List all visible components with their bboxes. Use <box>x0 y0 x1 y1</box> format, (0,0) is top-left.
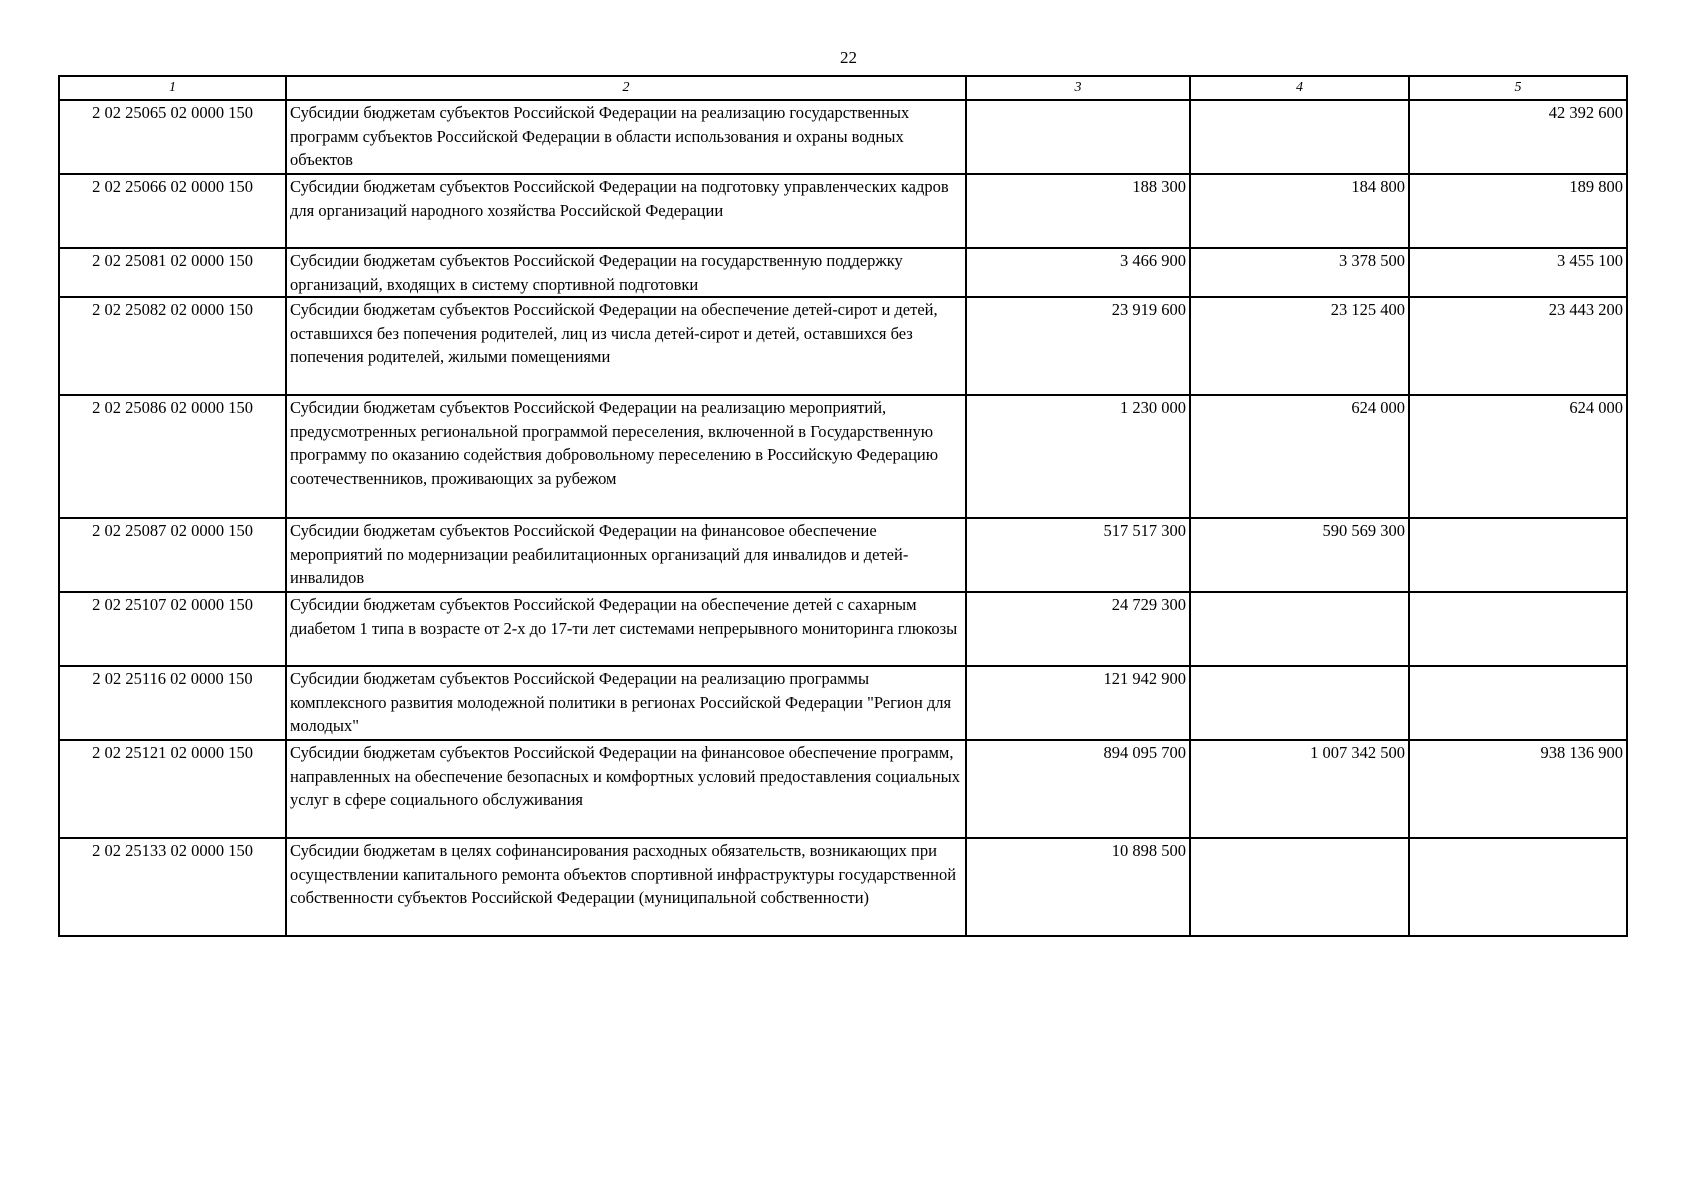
amount-col5-cell <box>1409 666 1627 740</box>
amount-col3-cell: 121 942 900 <box>966 666 1190 740</box>
amount-col3-cell: 894 095 700 <box>966 740 1190 838</box>
amount-col3-cell: 1 230 000 <box>966 395 1190 518</box>
amount-col4-cell <box>1190 592 1409 666</box>
amount-col5-cell <box>1409 838 1627 936</box>
column-header: 2 <box>286 76 966 100</box>
amount-col3-cell: 24 729 300 <box>966 592 1190 666</box>
amount-col3-cell: 23 919 600 <box>966 297 1190 395</box>
amount-col4-cell <box>1190 666 1409 740</box>
amount-col4-cell: 1 007 342 500 <box>1190 740 1409 838</box>
amount-col3-cell: 3 466 900 <box>966 248 1190 297</box>
table-row <box>59 666 1627 740</box>
budget-code-cell: 2 02 25107 02 0000 150 <box>59 592 286 666</box>
description-cell: Субсидии бюджетам субъектов Российской Федерации на финансовое обеспечение мероприятий по модернизации реабилитационных организаций для инвалидов и детей-инвалидов <box>286 518 966 592</box>
column-header: 5 <box>1409 76 1627 100</box>
amount-col4-cell: 23 125 400 <box>1190 297 1409 395</box>
amount-col5-cell: 3 455 100 <box>1409 248 1627 297</box>
budget-code-cell: 2 02 25065 02 0000 150 <box>59 100 286 174</box>
amount-col3-cell: 188 300 <box>966 174 1190 248</box>
budget-code-cell: 2 02 25133 02 0000 150 <box>59 838 286 936</box>
table-row <box>59 248 1627 297</box>
table-row <box>59 174 1627 248</box>
table-row <box>59 100 1627 174</box>
amount-col5-cell: 42 392 600 <box>1409 100 1627 174</box>
amount-col5-cell <box>1409 592 1627 666</box>
budget-table <box>58 75 1628 937</box>
table-row <box>59 297 1627 395</box>
column-header: 1 <box>59 76 286 100</box>
table-row <box>59 592 1627 666</box>
amount-col5-cell <box>1409 518 1627 592</box>
column-header: 4 <box>1190 76 1409 100</box>
amount-col3-cell <box>966 100 1190 174</box>
amount-col5-cell: 23 443 200 <box>1409 297 1627 395</box>
amount-col4-cell: 3 378 500 <box>1190 248 1409 297</box>
amount-col5-cell: 938 136 900 <box>1409 740 1627 838</box>
table-row <box>59 395 1627 518</box>
amount-col4-cell: 184 800 <box>1190 174 1409 248</box>
description-cell: Субсидии бюджетам в целях софинансирования расходных обязательств, возникающих при осуществлении капитального ремонта объектов спортивной инфраструктуры государственной собственности субъектов Российской Федерации (муниципальной собственности) <box>286 838 966 936</box>
amount-col5-cell: 189 800 <box>1409 174 1627 248</box>
amount-col5-cell: 624 000 <box>1409 395 1627 518</box>
description-cell: Субсидии бюджетам субъектов Российской Федерации на государственную поддержку организаций, входящих в систему спортивной подготовки <box>286 248 966 297</box>
description-cell: Субсидии бюджетам субъектов Российской Федерации на подготовку управленческих кадров для организаций народного хозяйства Российской Федерации <box>286 174 966 248</box>
budget-code-cell: 2 02 25087 02 0000 150 <box>59 518 286 592</box>
amount-col4-cell <box>1190 100 1409 174</box>
budget-code-cell: 2 02 25121 02 0000 150 <box>59 740 286 838</box>
table-row <box>59 838 1627 936</box>
description-cell: Субсидии бюджетам субъектов Российской Федерации на обеспечение детей-сирот и детей, оставшихся без попечения родителей, лиц из числа детей-сирот и детей, оставшихся без попечения родителей, жилыми помещениями <box>286 297 966 395</box>
amount-col3-cell: 517 517 300 <box>966 518 1190 592</box>
budget-code-cell: 2 02 25066 02 0000 150 <box>59 174 286 248</box>
budget-code-cell: 2 02 25082 02 0000 150 <box>59 297 286 395</box>
amount-col4-cell <box>1190 838 1409 936</box>
table-row <box>59 518 1627 592</box>
budget-code-cell: 2 02 25086 02 0000 150 <box>59 395 286 518</box>
page-number: 22 <box>840 48 857 67</box>
description-cell: Субсидии бюджетам субъектов Российской Федерации на реализацию программы комплексного развития молодежной политики в регионах Российской Федерации "Регион для молодых" <box>286 666 966 740</box>
budget-code-cell: 2 02 25081 02 0000 150 <box>59 248 286 297</box>
description-cell: Субсидии бюджетам субъектов Российской Федерации на реализацию государственных программ субъектов Российской Федерации в области использования и охраны водных объектов <box>286 100 966 174</box>
description-cell: Субсидии бюджетам субъектов Российской Федерации на обеспечение детей с сахарным диабетом 1 типа в возрасте от 2-х до 17-ти лет системами непрерывного мониторинга глюкозы <box>286 592 966 666</box>
table-row <box>59 740 1627 838</box>
description-cell: Субсидии бюджетам субъектов Российской Федерации на реализацию мероприятий, предусмотренных региональной программой переселения, включенной в Государственную программу по оказанию содействия добровольному переселению в Российскую Федерацию соотечественников, проживающих за рубежом <box>286 395 966 518</box>
table-header-row <box>59 76 1627 100</box>
column-header: 3 <box>966 76 1190 100</box>
amount-col3-cell: 10 898 500 <box>966 838 1190 936</box>
description-cell: Субсидии бюджетам субъектов Российской Федерации на финансовое обеспечение программ, направленных на обеспечение безопасных и комфортных условий предоставления социальных услуг в сфере социального обслуживания <box>286 740 966 838</box>
amount-col4-cell: 624 000 <box>1190 395 1409 518</box>
amount-col4-cell: 590 569 300 <box>1190 518 1409 592</box>
budget-code-cell: 2 02 25116 02 0000 150 <box>59 666 286 740</box>
